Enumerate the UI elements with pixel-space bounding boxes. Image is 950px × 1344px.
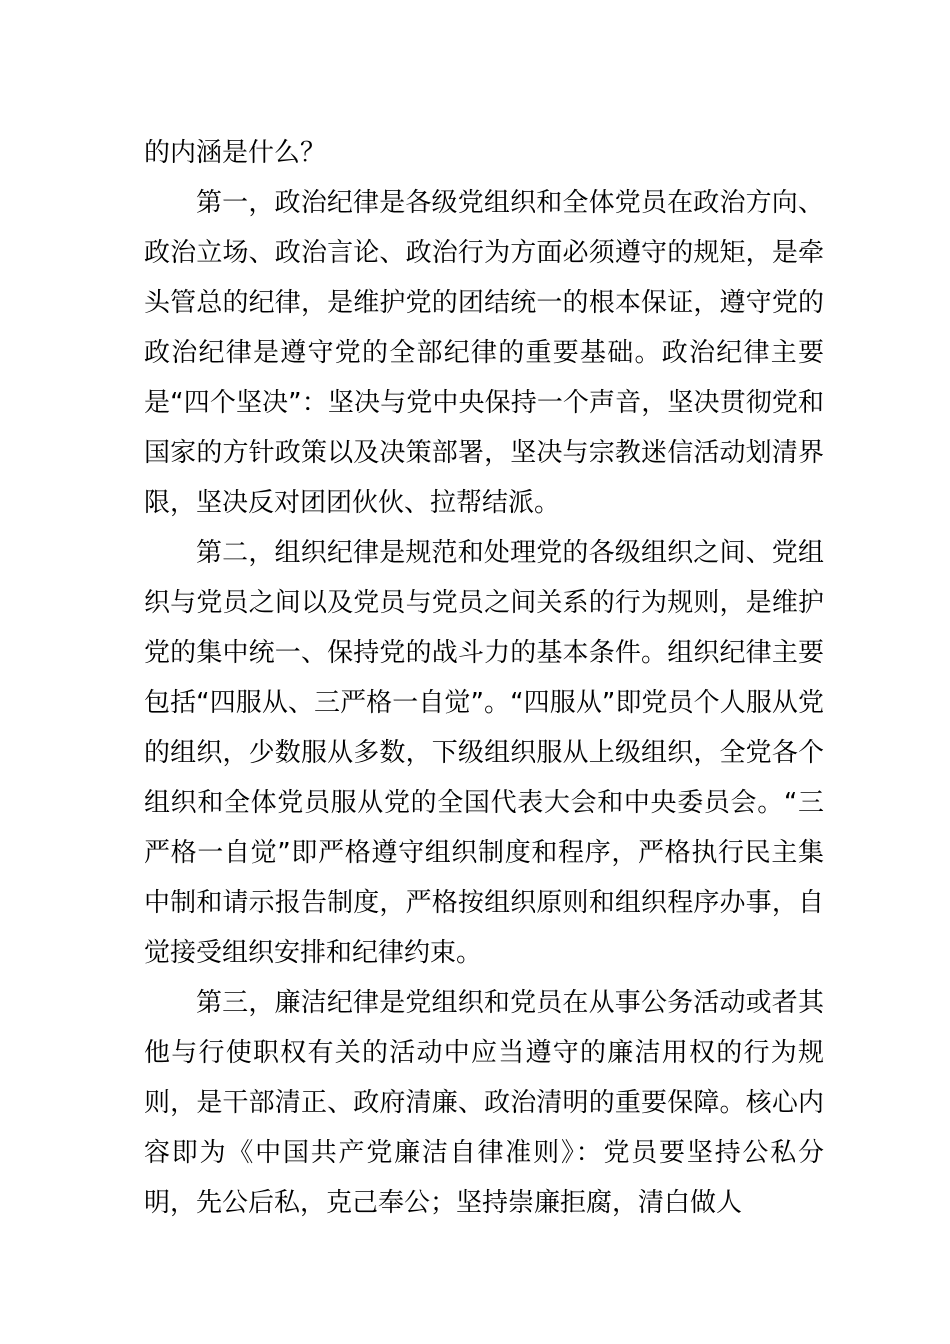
- paragraph-continuation: 的内涵是什么？: [144, 138, 327, 168]
- paragraph-political-discipline: 第一，政治纪律是各级党组织和全体党员在政治方向、政治立场、政治言论、政治行为方面必须遵守的规矩，是牵头管总的纪律，是维护党的团结统一的根本保证，遵守党的政治纪律是遵守党的全部纪律的重要基础。政治纪律主要是“四个坚决”：坚决与党中央保持一个声音，坚决贯彻党和国家的方针政策以及决策部署，坚决与宗教迷信活动划清界限，坚决反对团团伙伙、拉帮结派。: [144, 188, 824, 518]
- paragraph-organizational-discipline: 第二，组织纪律是规范和处理党的各级组织之间、党组织与党员之间以及党员与党员之间关系的行为规则，是维护党的集中统一、保持党的战斗力的基本条件。组织纪律主要包括“四服从、三严格一自觉”。“四服从”即党员个人服从党的组织，少数服从多数，下级组织服从上级组织，全党各个组织和全体党员服从党的全国代表大会和中央委员会。“三严格一自觉”即严格遵守组织制度和程序，严格执行民主集中制和请示报告制度，严格按组织原则和组织程序办事，自觉接受组织安排和纪律约束。: [144, 538, 824, 968]
- paragraph-integrity-discipline: 第三，廉洁纪律是党组织和党员在从事公务活动或者其他与行使职权有关的活动中应当遵守的廉洁用权的行为规则，是干部清正、政府清廉、政治清明的重要保障。核心内容即为《中国共产党廉洁自律准则》：党员要坚持公私分明，先公后私，克己奉公；坚持崇廉拒腐，清白做人: [144, 988, 824, 1218]
- document-body: [144, 128, 824, 1228]
